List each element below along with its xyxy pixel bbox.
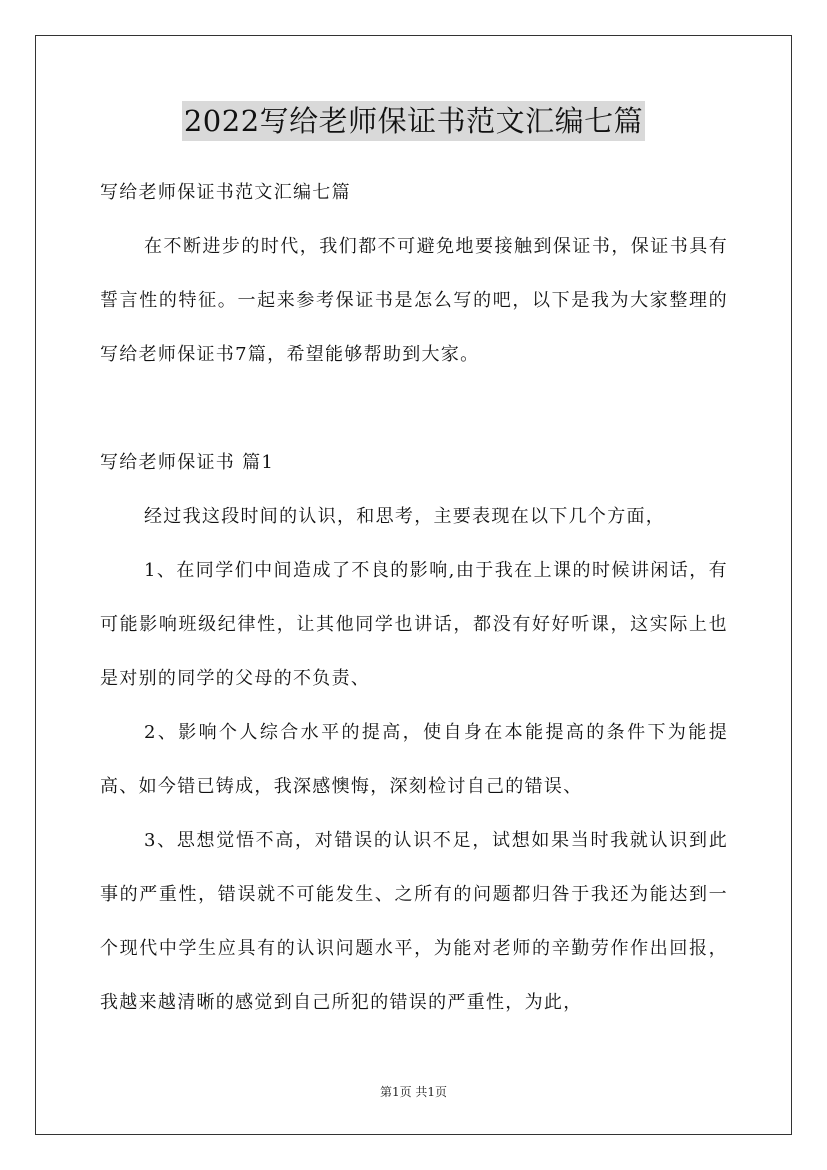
paragraph-2: 1、在同学们中间造成了不良的影响,由于我在上课的时候讲闲话，有可能影响班级纪律性，让其他同学也讲话，都没有好好听课，这实际上也是对别的同学的父母的不负责、 xyxy=(100,560,728,689)
intro-paragraph: 在不断进步的时代，我们都不可避免地要接触到保证书，保证书具有誓言性的特征。一起来参考保证书是怎么写的吧，以下是我为大家整理的写给老师保证书7篇，希望能够帮助到大家。 xyxy=(100,236,728,365)
page-footer: 第1页 共1页 xyxy=(379,1085,448,1099)
paragraph-3: 2、影响个人综合水平的提高，使自身在本能提高的条件下为能提高、如今错已铸成，我深感懊悔，深刻检讨自己的错误、 xyxy=(100,722,728,797)
document-title: 2022写给老师保证书范文汇编七篇 xyxy=(182,101,645,141)
document-subtitle: 写给老师保证书范文汇编七篇 xyxy=(100,182,351,203)
section-heading: 写给老师保证书 篇1 xyxy=(100,452,275,473)
paragraph-4: 3、思想觉悟不高，对错误的认识不足，试想如果当时我就认识到此事的严重性，错误就不可能发生、之所有的问题都归咎于我还为能达到一个现代中学生应具有的认识问题水平，为能对老师的辛勤劳作作出回报，我越来越清晰的感觉到自己所犯的错误的严重性，为此， xyxy=(100,830,728,1013)
paragraph-1: 经过我这段时间的认识，和思考，主要表现在以下几个方面， xyxy=(144,506,666,527)
title-wrap xyxy=(0,101,827,141)
